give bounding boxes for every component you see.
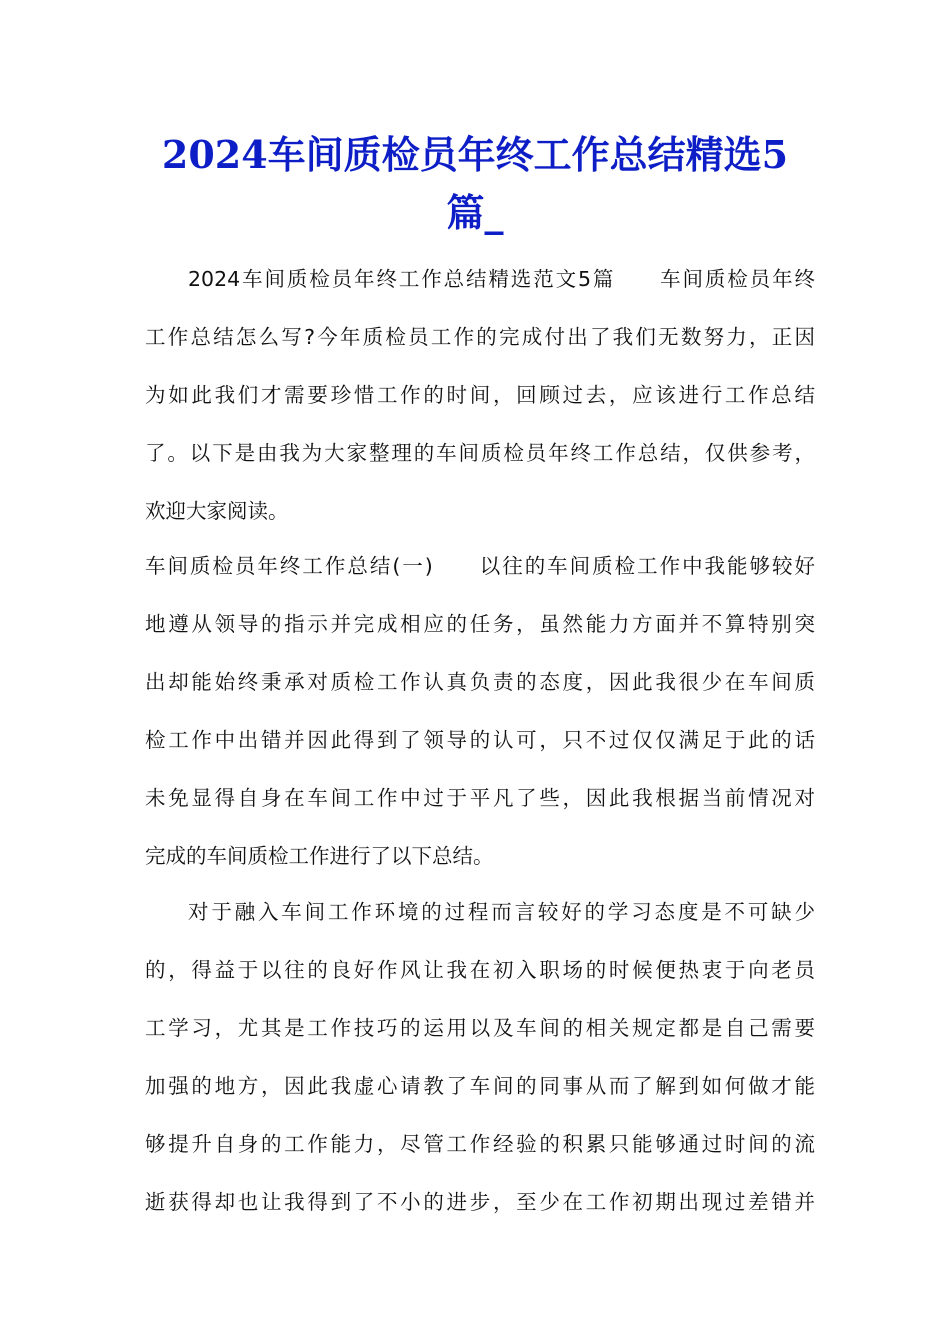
body-line: 工学习，尤其是工作技巧的运用以及车间的相关规定都是自己需要 [145, 1016, 815, 1040]
body-line: 地遵从领导的指示并完成相应的任务，虽然能力方面并不算特别突 [145, 612, 815, 636]
body-line: 检工作中出错并因此得到了领导的认可，只不过仅仅满足于此的话 [145, 728, 815, 752]
body-line: 车间质检员年终工作总结(一) 以往的车间质检工作中我能够较好 [145, 554, 815, 578]
title-line-2: 篇_ [446, 190, 504, 235]
body-line: 为如此我们才需要珍惜工作的时间，回顾过去，应该进行工作总结 [145, 383, 815, 407]
body-line: 欢迎大家阅读。 [145, 499, 289, 523]
body-line: 加强的地方，因此我虚心请教了车间的同事从而了解到如何做才能 [145, 1074, 815, 1098]
body-line: 逝获得却也让我得到了不小的进步，至少在工作初期出现过差错并 [145, 1190, 815, 1214]
body-line: 了。以下是由我为大家整理的车间质检员年终工作总结，仅供参考， [145, 441, 815, 465]
body-line: 够提升自身的工作能力，尽管工作经验的积累只能够通过时间的流 [145, 1132, 815, 1156]
body-line: 的，得益于以往的良好作风让我在初入职场的时候便热衷于向老员 [145, 958, 815, 982]
body-line: 2024车间质检员年终工作总结精选范文5篇 车间质检员年终 [188, 267, 815, 291]
body-line: 未免显得自身在车间工作中过于平凡了些，因此我根据当前情况对 [145, 786, 815, 810]
title-line-1: 2024车间质检员年终工作总结精选5 [161, 132, 789, 177]
body-line: 对于融入车间工作环境的过程而言较好的学习态度是不可缺少 [188, 900, 815, 924]
body-line: 工作总结怎么写?今年质检员工作的完成付出了我们无数努力，正因 [145, 325, 815, 349]
body-line: 出却能始终秉承对质检工作认真负责的态度，因此我很少在车间质 [145, 670, 815, 694]
body-line: 完成的车间质检工作进行了以下总结。 [145, 844, 494, 868]
